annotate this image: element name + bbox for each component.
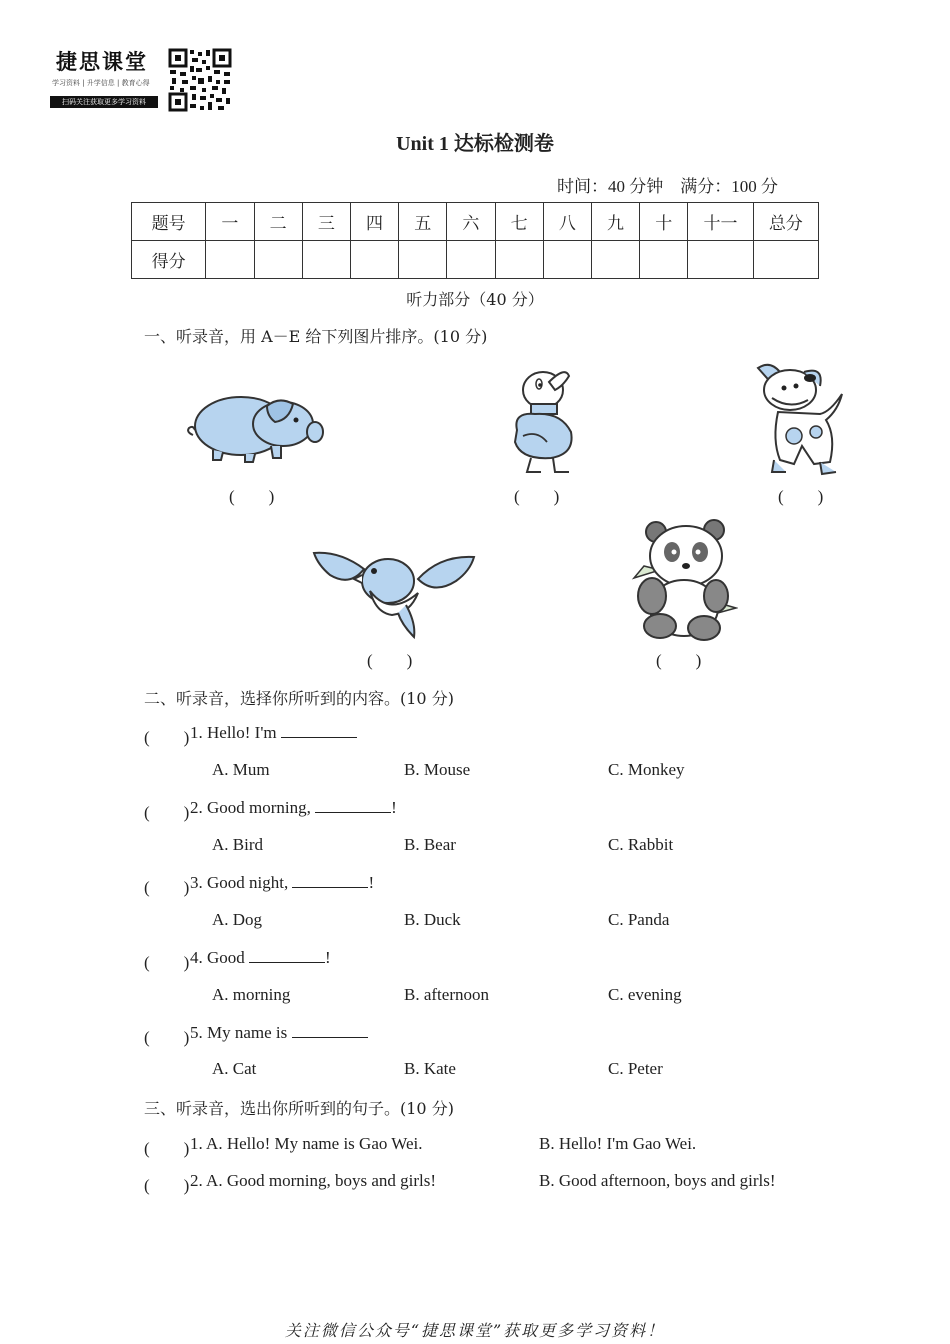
- section1-answer-3[interactable]: ( ): [778, 487, 824, 506]
- answer-blank[interactable]: [249, 948, 325, 963]
- question-answer-paren[interactable]: ( ): [144, 878, 190, 897]
- score-table-col: 总分: [753, 203, 818, 241]
- duck-icon: [503, 362, 583, 478]
- qr-code-icon: [168, 48, 232, 112]
- section1-answer-1[interactable]: ( ): [229, 487, 275, 506]
- sentence-option-b: B. Good afternoon, boys and girls!: [539, 1171, 776, 1190]
- option-a: A. Mum: [212, 760, 270, 779]
- section1-answer-2[interactable]: ( ): [514, 487, 560, 506]
- exam-time: 时间：40 分钟: [557, 177, 664, 196]
- score-table-label: 题号: [132, 203, 206, 241]
- question-stem: [190, 798, 397, 818]
- score-cell[interactable]: [447, 241, 495, 279]
- section2-heading: 二、听录音，选择你所听到的内容。(10 分): [144, 689, 454, 708]
- sentence-option-b: B. Hello! I'm Gao Wei.: [539, 1134, 697, 1153]
- score-table-col: 二: [254, 203, 302, 241]
- section3-heading: 三、听录音，选出你所听到的句子。(10 分): [144, 1099, 454, 1118]
- option-c: C. Monkey: [608, 760, 685, 779]
- listening-heading: 听力部分（40 分）: [406, 290, 544, 309]
- score-cell[interactable]: [254, 241, 302, 279]
- answer-blank[interactable]: [281, 723, 357, 738]
- question-answer-paren[interactable]: ( ): [144, 1139, 190, 1158]
- score-table-header-row: [132, 203, 819, 241]
- section1-answer-4[interactable]: ( ): [367, 651, 413, 670]
- logo-name: 捷思课堂: [56, 49, 148, 74]
- question-stem-text: 2. Good morning,: [190, 798, 316, 817]
- option-b: B. Mouse: [404, 760, 471, 779]
- bird-icon: [310, 543, 478, 641]
- answer-blank[interactable]: [315, 798, 391, 813]
- option-a: A. Bird: [212, 835, 263, 854]
- dog-icon: [750, 360, 850, 480]
- question-stem-end: !: [391, 798, 397, 817]
- score-table-col: 七: [495, 203, 543, 241]
- question-stem: [190, 873, 374, 893]
- score-table-col: 十: [640, 203, 688, 241]
- score-cell[interactable]: [640, 241, 688, 279]
- option-c: C. Panda: [608, 910, 670, 929]
- question-stem-end: !: [368, 873, 375, 892]
- option-a: A. Cat: [212, 1059, 257, 1078]
- score-cell[interactable]: [302, 241, 350, 279]
- panda-icon: [630, 518, 738, 642]
- exam-full-score: 满分：100 分: [680, 177, 778, 196]
- option-a: A. Dog: [212, 910, 263, 929]
- logo-tag: 升学信息: [86, 79, 115, 87]
- option-b: B. afternoon: [404, 985, 489, 1004]
- score-table-col: 四: [350, 203, 398, 241]
- score-table-col: 五: [399, 203, 447, 241]
- question-answer-paren[interactable]: ( ): [144, 803, 190, 822]
- option-c: C. evening: [608, 985, 682, 1004]
- question-stem-end: !: [325, 948, 331, 967]
- option-a: A. morning: [212, 985, 291, 1004]
- score-cell[interactable]: [688, 241, 753, 279]
- option-c: C. Peter: [608, 1059, 663, 1078]
- score-table-label: 得分: [132, 241, 206, 279]
- score-table-col: 十一: [688, 203, 753, 241]
- score-cell[interactable]: [350, 241, 398, 279]
- sentence-option-a: 2. A. Good morning, boys and girls!: [190, 1171, 437, 1190]
- question-stem: [190, 948, 331, 968]
- answer-blank[interactable]: [292, 873, 368, 888]
- option-b: B. Duck: [404, 910, 461, 929]
- score-cell[interactable]: [495, 241, 543, 279]
- logo-tag: 学习资料: [52, 79, 80, 87]
- score-cell[interactable]: [591, 241, 639, 279]
- question-stem-text: 5. My name is: [190, 1023, 292, 1042]
- option-c: C. Rabbit: [608, 835, 674, 854]
- logo: [50, 44, 236, 114]
- score-cell[interactable]: [543, 241, 591, 279]
- question-answer-paren[interactable]: ( ): [144, 728, 190, 747]
- score-table-score-row: [132, 241, 819, 279]
- score-table-col: 三: [302, 203, 350, 241]
- score-cell[interactable]: [206, 241, 254, 279]
- option-b: B. Bear: [404, 835, 456, 854]
- option-b: B. Kate: [404, 1059, 456, 1078]
- score-table-col: 八: [543, 203, 591, 241]
- question-answer-paren[interactable]: ( ): [144, 1176, 190, 1195]
- question-answer-paren[interactable]: ( ): [144, 1028, 190, 1047]
- score-table-col: 一: [206, 203, 254, 241]
- answer-blank[interactable]: [292, 1023, 368, 1038]
- score-cell[interactable]: [753, 241, 818, 279]
- logo-bar: 扫码关注获取更多学习资料: [50, 96, 158, 108]
- page-title: Unit 1 达标检测卷: [396, 133, 554, 155]
- question-stem-text: 1. Hello! I'm: [190, 723, 281, 742]
- question-answer-paren[interactable]: ( ): [144, 953, 190, 972]
- logo-tag: 教育心得: [121, 79, 150, 87]
- score-table: [131, 202, 819, 279]
- score-table-col: 六: [447, 203, 495, 241]
- logo-tags: 学习资料 | 升学信息 | 教育心得: [52, 79, 150, 87]
- score-table-col: 九: [591, 203, 639, 241]
- section1-heading: 一、听录音，用 A－E 给下列图片排序。(10 分): [144, 327, 488, 346]
- question-stem: [190, 723, 357, 743]
- question-stem-text: 3. Good night,: [190, 873, 293, 892]
- question-stem: [190, 1023, 368, 1043]
- question-stem-text: 4. Good: [190, 948, 250, 967]
- score-cell[interactable]: [399, 241, 447, 279]
- sentence-option-a: 1. A. Hello! My name is Gao Wei.: [190, 1134, 423, 1153]
- footer-notice: 关注微信公众号“捷思课堂”获取更多学习资料！: [284, 1321, 666, 1340]
- section1-answer-5[interactable]: ( ): [656, 651, 702, 670]
- exam-meta: [557, 172, 778, 197]
- pig-icon: [183, 388, 328, 466]
